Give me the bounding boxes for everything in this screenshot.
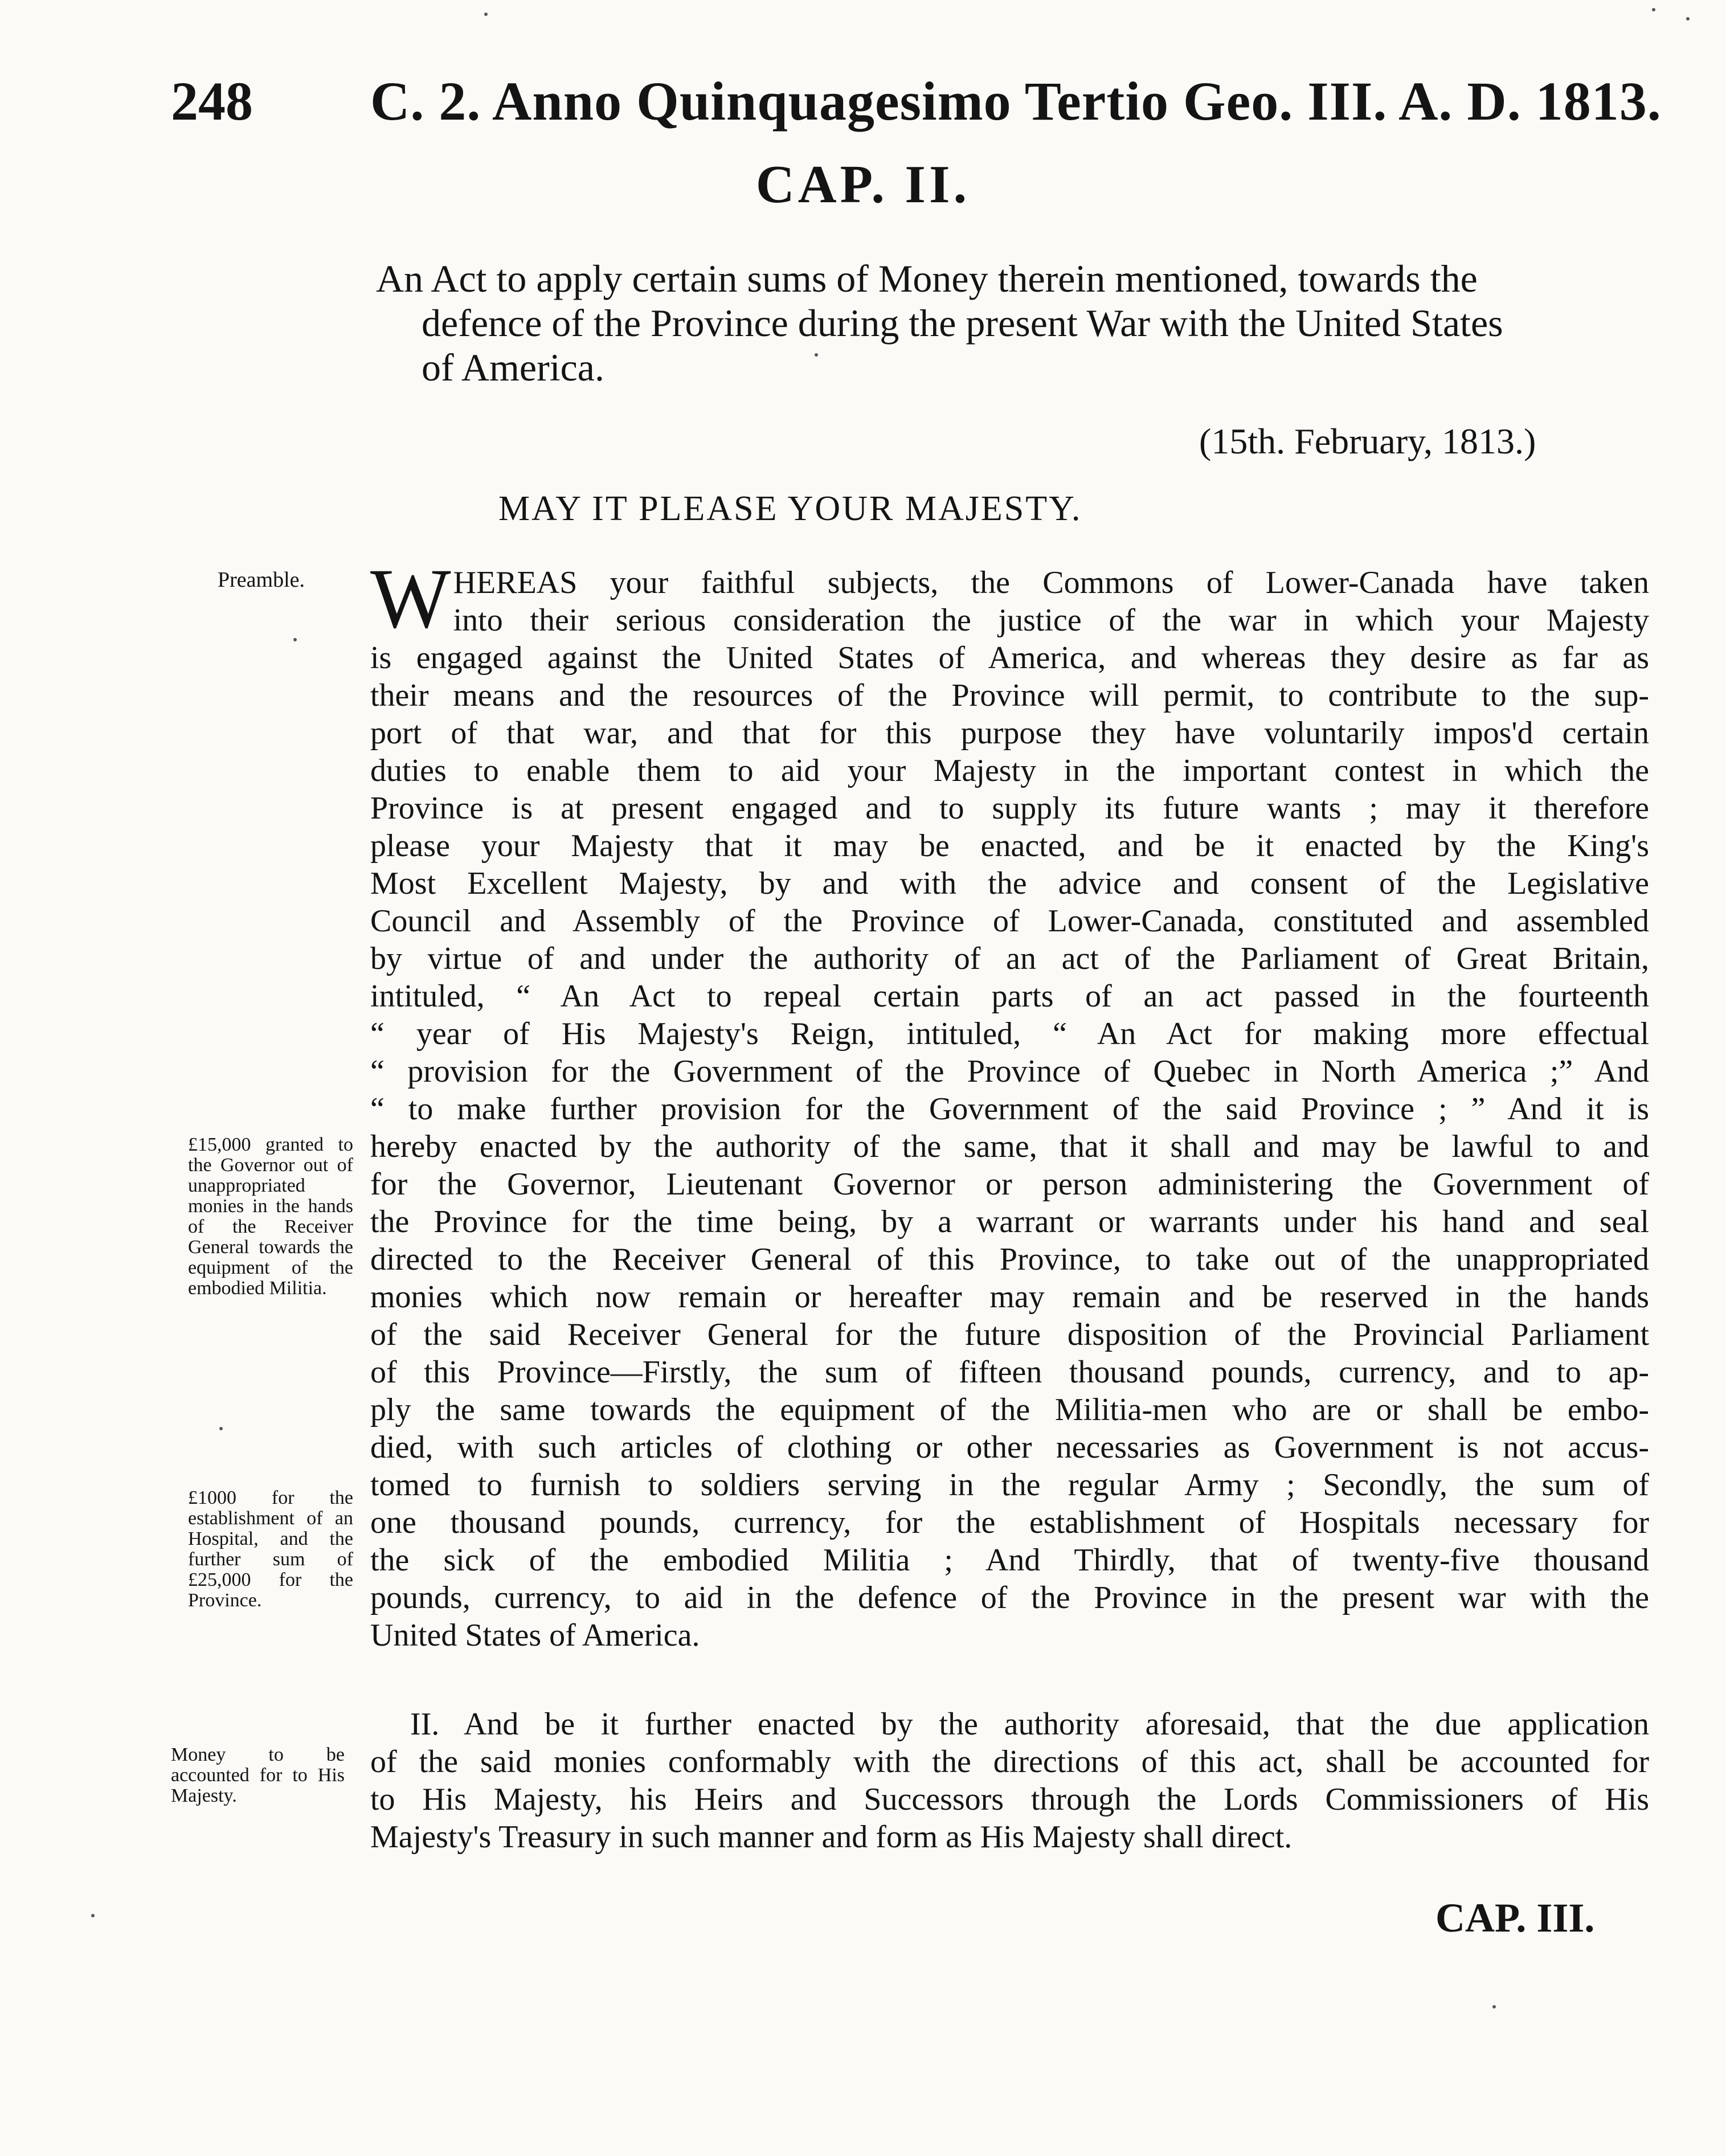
text-line: duties to enable them to aid your Majesty in the important contest in which the [370,753,1649,788]
margin-note-hospital: £1000 for the establishment of an Hospital, and the further sum of £25,000 for the Province. [188,1487,353,1611]
text-line: “ to make further provision for the Government of the said Province ; ” And it is [370,1091,1649,1127]
text-line: into their serious consideration the justice of the war in which your Majesty [453,603,1649,638]
text-line: please your Majesty that it may be enacted, and be it enacted by the King's [370,828,1649,864]
act-title-line: defence of the Province during the present War with the United States [422,301,1503,345]
text-line: their means and the resources of the Province will permit, to contribute to the sup- [370,678,1649,713]
text-line: is engaged against the United States of America, and whereas they desire as far as [370,640,1649,676]
text-line: Most Excellent Majesty, by and with the advice and consent of the Legislative [370,866,1649,901]
text-line: Council and Assembly of the Province of Lower-Canada, constituted and assembled [370,903,1649,939]
print-speck [1652,8,1655,11]
print-speck [484,13,488,16]
text-line: monies which now remain or hereafter may remain and be reserved in the hands [370,1279,1649,1315]
drop-cap: W [370,551,451,646]
text-line: “ provision for the Government of the Province of Quebec in North America ;” And [370,1054,1649,1089]
formal-address: MAY IT PLEASE YOUR MAJESTY. [498,489,1082,528]
text-line: port of that war, and that for this purpose they have voluntarily impos'd certain [370,715,1649,751]
text-line: of the said Receiver General for the future disposition of the Provincial Parliament [370,1317,1649,1352]
print-speck [1686,17,1690,21]
text-line: for the Governor, Lieutenant Governor or person administering the Government of [370,1167,1649,1202]
print-speck [91,1914,95,1917]
print-speck [1492,2005,1496,2008]
text-line: Majesty's Treasury in such manner and form as His Majesty shall direct. [370,1819,1293,1855]
page-number: 248 [171,71,253,132]
act-title-line: of America. [422,346,604,389]
chapter-heading: CAP. II. [755,155,971,214]
margin-note-accounting: Money to be accounted for to His Majesty. [171,1744,345,1806]
text-line: one thousand pounds, currency, for the establishment of Hospitals necessary for [370,1505,1649,1540]
text-line: HEREAS your faithful subjects, the Commons of Lower-Canada have taken [453,565,1649,600]
act-title-line: An Act to apply certain sums of Money therein mentioned, towards the [376,257,1478,300]
print-speck [815,353,818,357]
text-line: of this Province—Firstly, the sum of fifteen thousand pounds, currency, and to ap- [370,1355,1649,1390]
margin-note-preamble: Preamble. [217,568,305,592]
text-line: pounds, currency, to aid in the defence of the Province in the present war with the [370,1580,1649,1615]
text-line: tomed to furnish to soldiers serving in the regular Army ; Secondly, the sum of [370,1467,1649,1503]
paragraph-section-two [370,1705,1649,1856]
catchword: CAP. III. [1435,1895,1595,1941]
text-line: “ year of His Majesty's Reign, intituled, “ An Act for making more effectual [370,1016,1649,1052]
act-date: (15th. February, 1813.) [1199,421,1536,461]
text-line: the sick of the embodied Militia ; And Thirdly, that of twenty-five thousand [370,1543,1649,1578]
text-line: to His Majesty, his Heirs and Successors through the Lords Commissioners of His [370,1782,1649,1817]
text-line: by virtue of and under the authority of an act of the Parliament of Great Britain, [370,941,1649,976]
text-line: directed to the Receiver General of this Province, to take out of the unappropriated [370,1242,1649,1277]
print-speck [219,1427,223,1430]
text-line: United States of America. [370,1618,700,1653]
text-line: died, with such articles of clothing or other necessaries as Government is not accus- [370,1430,1649,1465]
paragraph-preamble [370,551,1649,1654]
text-line: Province is at present engaged and to supply its future wants ; may it therefore [370,791,1649,826]
print-speck [293,638,297,641]
text-line: II. And be it further enacted by the authority aforesaid, that the due application [410,1707,1649,1742]
running-head [171,69,1669,132]
running-head-title: C. 2. Anno Quinquagesimo Tertio Geo. III. A. D. 1813. [370,71,1662,132]
text-line: intituled, “ An Act to repeal certain parts of an act passed in the fourteenth [370,979,1649,1014]
text-line: of the said monies conformably with the directions of this act, shall be accounted for [370,1744,1649,1779]
text-line: ply the same towards the equipment of the Militia-men who are or shall be embo- [370,1392,1649,1427]
text-line: the Province for the time being, by a warrant or warrants under his hand and seal [370,1204,1649,1239]
margin-note-grant: £15,000 granted to the Governor out of unappropriated monies in the hands of the Receiver General towards the equipment of the embodied Militia. [188,1134,353,1299]
text-line: hereby enacted by the authority of the same, that it shall and may be lawful to and [370,1129,1649,1164]
act-title [376,256,1655,390]
